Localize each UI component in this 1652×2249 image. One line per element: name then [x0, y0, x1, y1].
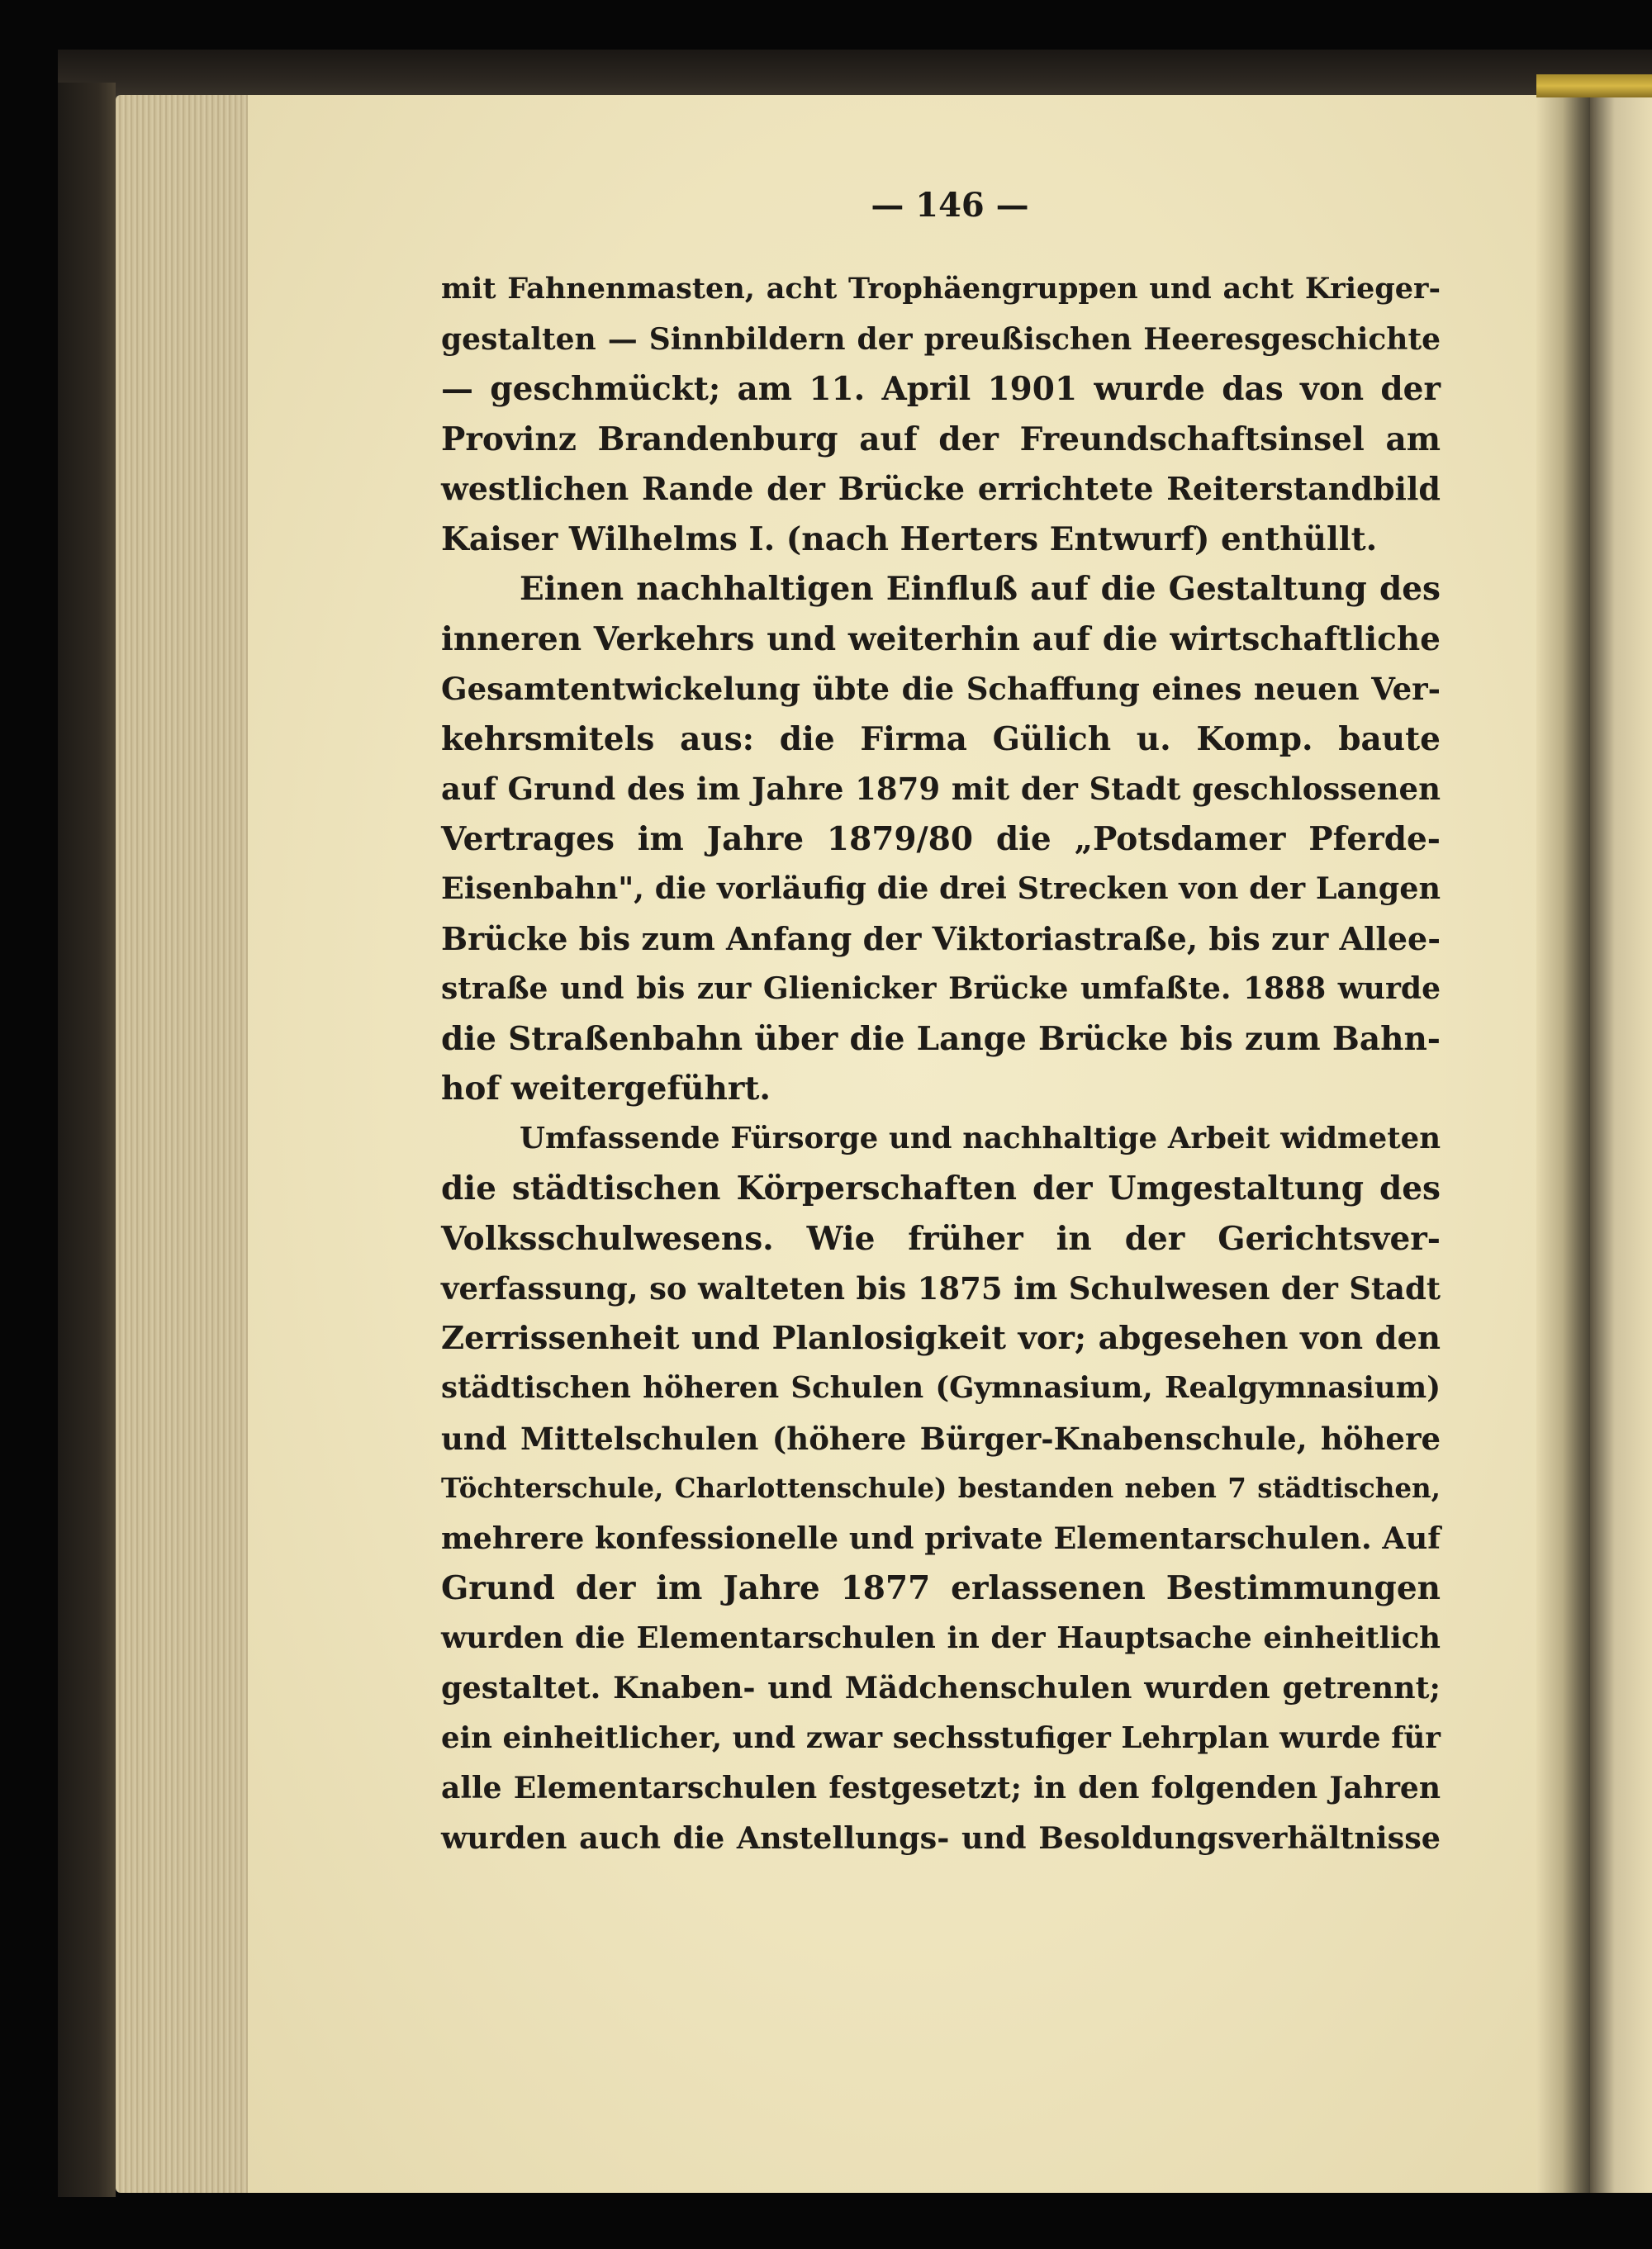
- text-line: städtischen höheren Schulen (Gymnasium, Realgymnasium): [441, 1371, 1441, 1405]
- text-line: Einen nachhaltigen Einfluß auf die Gestaltung des: [520, 570, 1441, 608]
- book-cover-spine: [58, 83, 116, 2197]
- paragraph-3: [441, 1114, 1441, 1864]
- text-line: Umfassende Fürsorge und nachhaltige Arbeit widmeten: [520, 1121, 1441, 1155]
- text-line: auf Grund des im Jahre 1879 mit der Stadt geschlossenen: [441, 771, 1441, 807]
- text-line: Gesamtentwickelung übte die Schaffung eines neuen Ver-: [441, 671, 1441, 707]
- text-line: und Mittelschulen (höhere Bürger-Knabenschule, höhere: [441, 1420, 1441, 1457]
- text-line: gestalten — Sinnbildern der preußischen Heeresgeschichte: [441, 321, 1441, 357]
- text-line: — geschmückt; am 11. April 1901 wurde das von der: [441, 370, 1441, 408]
- text-line: gestaltet. Knaben- und Mädchenschulen wurden getrennt;: [441, 1670, 1441, 1706]
- text-line: mit Fahnenmasten, acht Trophäengruppen und acht Krieger-: [441, 272, 1441, 306]
- text-line: ein einheitlicher, und zwar sechsstufiger Lehrplan wurde für: [441, 1720, 1441, 1755]
- text-line: mehrere konfessionelle und private Elementarschulen. Auf: [441, 1520, 1441, 1556]
- text-line: Töchterschule, Charlottenschule) bestanden neben 7 städtischen,: [441, 1472, 1441, 1504]
- text-line: Grund der im Jahre 1877 erlassenen Bestimmungen: [441, 1569, 1441, 1607]
- text-line: die städtischen Körperschaften der Umgestaltung des: [441, 1170, 1441, 1208]
- text-line: wurden auch die Anstellungs- und Besoldungsverhältnisse: [441, 1820, 1441, 1856]
- text-line: Zerrissenheit und Planlosigkeit vor; abgesehen von den: [441, 1319, 1441, 1357]
- text-line: straße und bis zur Glienicker Brücke umfaßte. 1888 wurde: [441, 971, 1441, 1006]
- text-line: alle Elementarschulen festgesetzt; in den folgenden Jahren: [441, 1771, 1441, 1805]
- body-text: [441, 264, 1441, 1863]
- page-edges: [116, 95, 248, 2193]
- bookmark-ribbon: [1536, 74, 1652, 97]
- text-line: Volksschulwesens. Wie früher in der Gerichtsver-: [441, 1219, 1441, 1258]
- text-line: Brücke bis zum Anfang der Viktoriastraße, bis zur Allee-: [441, 919, 1441, 957]
- text-line: verfassung, so walteten bis 1875 im Schulwesen der Stadt: [441, 1270, 1441, 1307]
- page-gutter: [1536, 95, 1594, 2193]
- text-line: die Straßenbahn über die Lange Brücke bis zum Bahn-: [441, 1019, 1441, 1058]
- text-line: kehrsmitels aus: die Firma Gülich u. Komp. baute: [441, 719, 1441, 758]
- text-line: westlichen Rande der Brücke errichtete Reiterstandbild: [441, 470, 1441, 507]
- paragraph-2: [441, 564, 1441, 1114]
- page-number: — 146 —: [871, 186, 1029, 225]
- text-line: inneren Verkehrs und weiterhin auf die wirtschaftliche: [441, 619, 1441, 658]
- book-cover-top: [58, 50, 1652, 99]
- text-line: Provinz Brandenburg auf der Freundschaftsinsel am: [441, 420, 1441, 458]
- text-line: Kaiser Wilhelms I. (nach Herters Entwurf) enthüllt.: [441, 520, 1378, 558]
- text-line: wurden die Elementarschulen in der Hauptsache einheitlich: [441, 1620, 1441, 1655]
- paragraph-1: [441, 264, 1441, 564]
- text-line: Vertrages im Jahre 1879/80 die „Potsdamer Pferde-: [441, 819, 1441, 858]
- text-line: Eisenbahn", die vorläufig die drei Strecken von der Langen: [441, 871, 1441, 906]
- text-line: hof weitergeführt.: [441, 1070, 771, 1108]
- facing-page-edge: [1590, 95, 1652, 2193]
